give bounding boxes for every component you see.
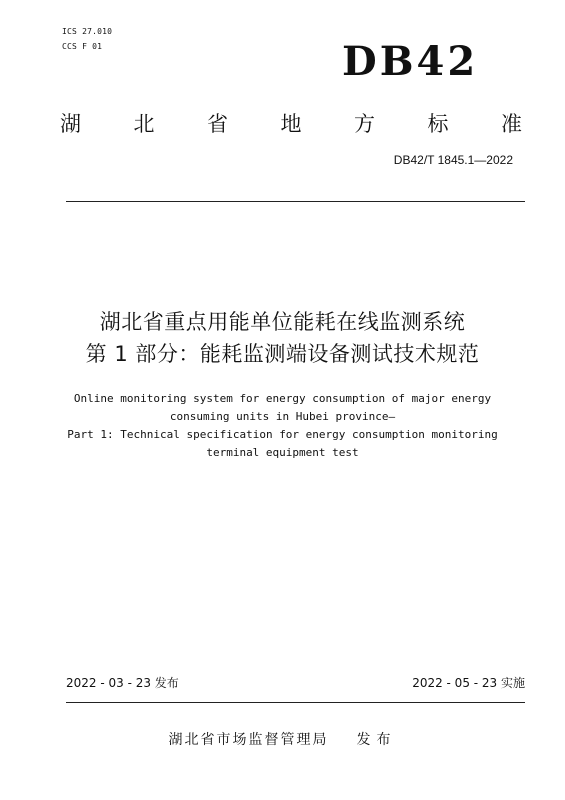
standard-type-char: 省	[207, 112, 228, 136]
bottom-divider	[66, 702, 525, 703]
standard-type-char: 地	[280, 112, 302, 136]
standard-type-char: 准	[501, 112, 522, 136]
issue-label: 发布	[356, 732, 397, 748]
implementation-date: 2022 - 05 - 23 实施	[412, 676, 525, 690]
title-en-line-3: Part 1: Technical specification for energy consumption monitoring	[67, 428, 498, 441]
title-en-line-1: Online monitoring system for energy consumption of major energy	[73, 392, 492, 405]
standard-type-char: 北	[133, 112, 155, 136]
ccs-code: CCS F 01	[62, 42, 103, 51]
ics-code: ICS 27.010	[62, 27, 113, 36]
standard-logo: DB42	[342, 38, 479, 85]
issuing-authority: 湖北省市场监督管理局	[168, 732, 329, 748]
standard-type-heading	[60, 110, 522, 138]
title-cn-line-2: 第 1 部分：能耗监测端设备测试技术规范	[85, 342, 480, 366]
issuer-line	[0, 731, 565, 749]
title-en-line-2: consuming units in Hubei province—	[169, 410, 396, 423]
standard-type-char: 标	[427, 112, 449, 136]
title-en-line-4: terminal equipment test	[206, 446, 359, 459]
standard-type-char: 湖	[60, 112, 81, 136]
title-cn-line-1: 湖北省重点用能单位能耗在线监测系统	[99, 310, 466, 334]
issue-date: 2022 - 03 - 23 发布	[66, 676, 179, 690]
top-divider	[66, 201, 525, 202]
standard-type-char: 方	[354, 112, 375, 136]
standard-number: DB42/T 1845.1—2022	[393, 153, 513, 167]
